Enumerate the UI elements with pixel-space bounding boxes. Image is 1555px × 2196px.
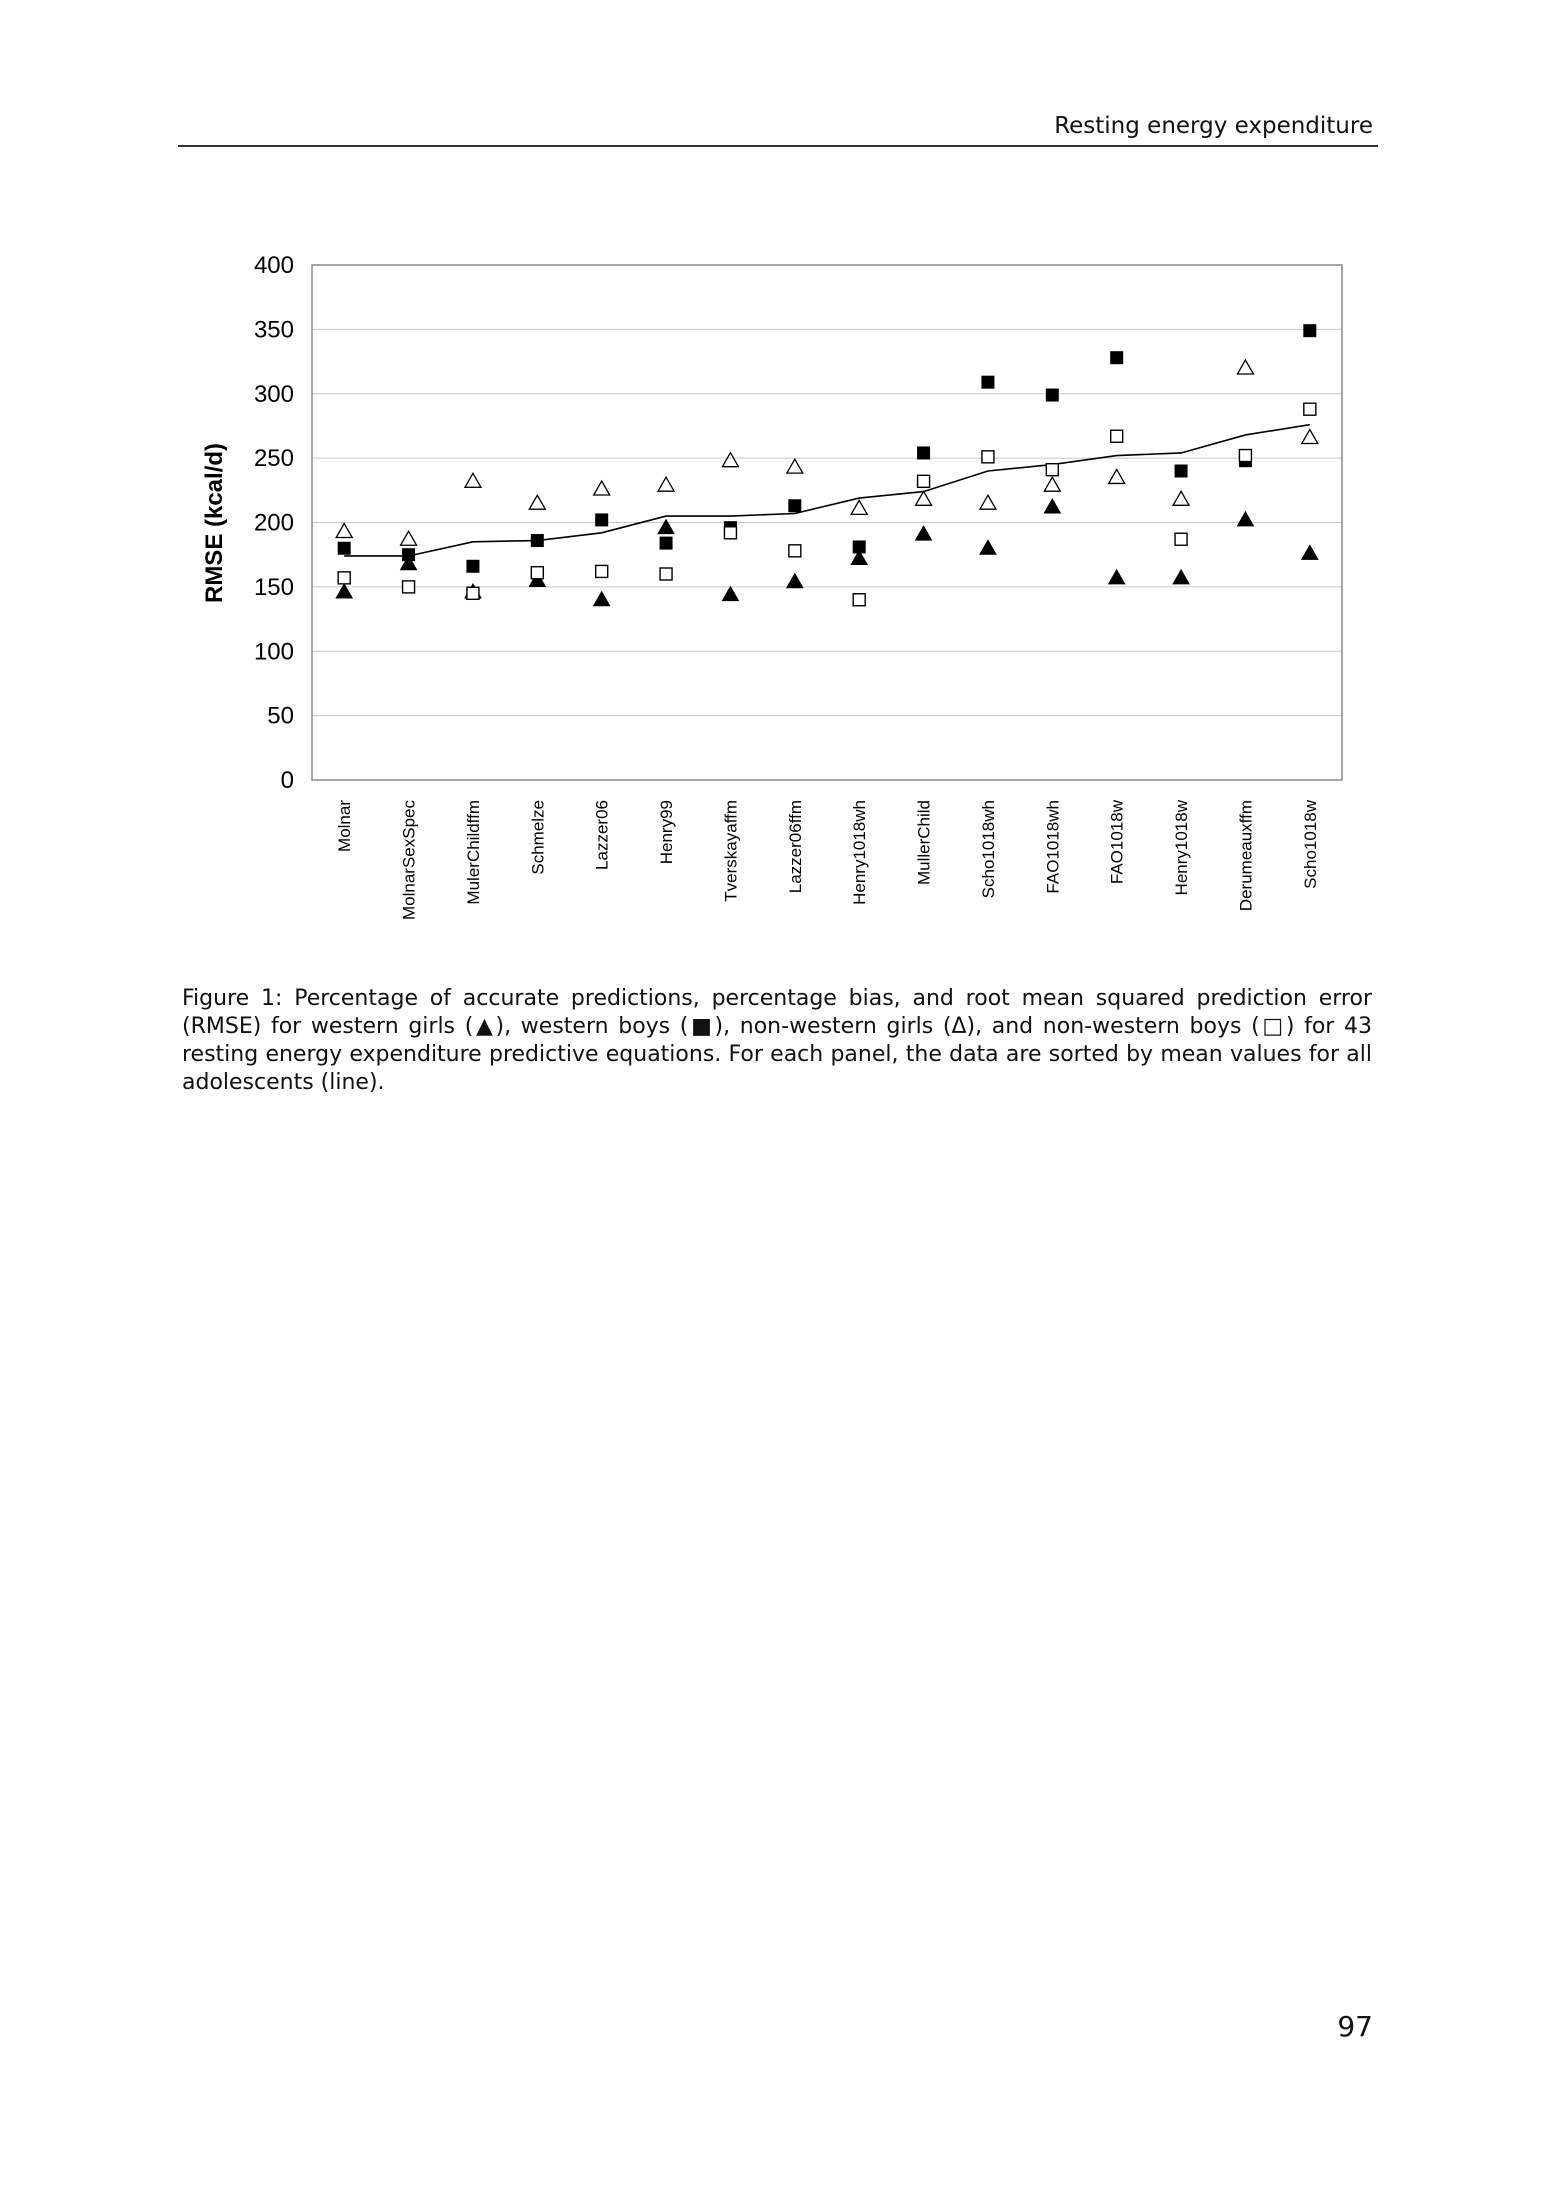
- x-tick-labels: [335, 799, 1320, 920]
- x-tick-label: Derumeauxffm: [1236, 800, 1256, 912]
- western-boys-point: [338, 542, 350, 554]
- non-western-girls-point: [1109, 469, 1125, 483]
- non-western-girls-point: [336, 524, 352, 538]
- x-tick-label: Tverskayaffm: [721, 800, 741, 902]
- figure-caption: Figure 1: Percentage of accurate predictions, percentage bias, and root mean squared prediction error (RMSE) for western girls (▲), western boys (■), non-western girls (Δ), and non-western boys (□) for 43 resting energy expenditure predictive equations. For each panel, the data are sorted by mean values for all adolescents (line).: [182, 986, 1372, 1095]
- non-western-girls-point: [722, 453, 738, 467]
- y-tick-label: 400: [253, 252, 294, 279]
- western-boys-point: [531, 535, 543, 547]
- mean-line-series: [344, 425, 1310, 556]
- western-boys-point: [789, 500, 801, 512]
- x-tick-label: FAO1018wh: [1043, 800, 1063, 894]
- western-boys-point: [1046, 389, 1058, 401]
- non-western-boys-point: [338, 572, 350, 584]
- non-western-girls-point: [916, 491, 932, 505]
- western-girls-point: [1044, 499, 1060, 513]
- x-tick-label: MolnarSexSpec: [399, 800, 419, 921]
- x-tick-label: Henry1018w: [1172, 800, 1192, 896]
- western-girls-point: [336, 584, 352, 598]
- non-western-boys-point: [982, 451, 994, 463]
- page-number: 97: [1337, 2010, 1373, 2043]
- non-western-boys-point: [531, 567, 543, 579]
- non-western-boys-point: [467, 587, 479, 599]
- y-axis-label: RMSE (kcal/d): [201, 442, 228, 604]
- gridlines: [312, 329, 1342, 715]
- western-girls-point: [722, 587, 738, 601]
- data-markers: [336, 325, 1318, 606]
- non-western-boys-point: [1111, 430, 1123, 442]
- western-girls-point: [1237, 512, 1253, 526]
- x-tick-label: Henry99: [657, 800, 677, 865]
- x-tick-label: Schmelze: [528, 800, 548, 875]
- non-western-girls-point: [1302, 430, 1318, 444]
- non-western-girls-point: [465, 473, 481, 487]
- non-western-girls-point: [1237, 360, 1253, 374]
- mean-line: [344, 425, 1310, 556]
- western-boys-point: [403, 549, 415, 561]
- x-tick-label: Scho1018wh: [978, 800, 998, 899]
- non-western-boys-point: [789, 545, 801, 557]
- y-tick-label: 150: [253, 573, 294, 601]
- non-western-boys-point: [1175, 533, 1187, 545]
- x-tick-label: Henry1018wh: [850, 800, 870, 905]
- non-western-boys-point: [918, 475, 930, 487]
- non-western-boys-point: [1046, 464, 1058, 476]
- non-western-girls-point: [851, 500, 867, 514]
- non-western-boys-point: [596, 565, 608, 577]
- non-western-boys-point: [1239, 450, 1251, 462]
- non-western-girls-point: [787, 459, 803, 473]
- western-boys-point: [1111, 352, 1123, 364]
- non-western-boys-point: [403, 581, 415, 593]
- non-western-girls-point: [594, 481, 610, 495]
- rmse-chart: [0, 0, 1555, 1000]
- western-boys-point: [1304, 325, 1316, 337]
- western-girls-point: [594, 592, 610, 606]
- y-tick-label: 50: [267, 702, 294, 730]
- western-boys-point: [918, 447, 930, 459]
- non-western-girls-point: [980, 495, 996, 509]
- western-girls-point: [787, 574, 803, 588]
- y-tick-label: 250: [253, 445, 294, 473]
- y-tick-label: 0: [280, 767, 294, 794]
- non-western-boys-point: [853, 594, 865, 606]
- non-western-boys-point: [660, 568, 672, 580]
- western-girls-point: [658, 520, 674, 534]
- y-tick-label: 350: [253, 316, 294, 344]
- western-boys-point: [853, 541, 865, 553]
- non-western-girls-point: [1044, 477, 1060, 491]
- western-girls-point: [1109, 570, 1125, 584]
- x-tick-label: Lazzer06ffm: [785, 800, 805, 894]
- y-tick-labels: [254, 252, 294, 794]
- non-western-girls-point: [401, 531, 417, 545]
- running-title: Resting energy expenditure: [1054, 113, 1373, 139]
- non-western-boys-point: [1304, 403, 1316, 415]
- western-boys-point: [982, 376, 994, 388]
- western-girls-point: [916, 526, 932, 540]
- western-boys-point: [467, 560, 479, 572]
- non-western-boys-point: [724, 527, 736, 539]
- x-tick-label: Lazzer06: [592, 800, 612, 870]
- western-boys-point: [1175, 465, 1187, 477]
- y-tick-label: 300: [253, 380, 294, 408]
- x-tick-label: Scho1018w: [1300, 800, 1320, 889]
- non-western-girls-point: [658, 477, 674, 491]
- x-tick-label: MulerChildffm: [463, 800, 483, 905]
- western-girls-point: [1173, 570, 1189, 584]
- x-tick-label: MullerChild: [914, 800, 934, 886]
- western-boys-point: [596, 514, 608, 526]
- y-tick-label: 200: [253, 509, 294, 537]
- x-tick-label: FAO1018w: [1107, 800, 1127, 885]
- western-girls-point: [1302, 545, 1318, 559]
- non-western-girls-point: [529, 495, 545, 509]
- x-tick-label: Molnar: [335, 800, 355, 852]
- y-tick-label: 100: [253, 638, 294, 666]
- western-boys-point: [660, 537, 672, 549]
- western-girls-point: [980, 540, 996, 554]
- non-western-girls-point: [1173, 491, 1189, 505]
